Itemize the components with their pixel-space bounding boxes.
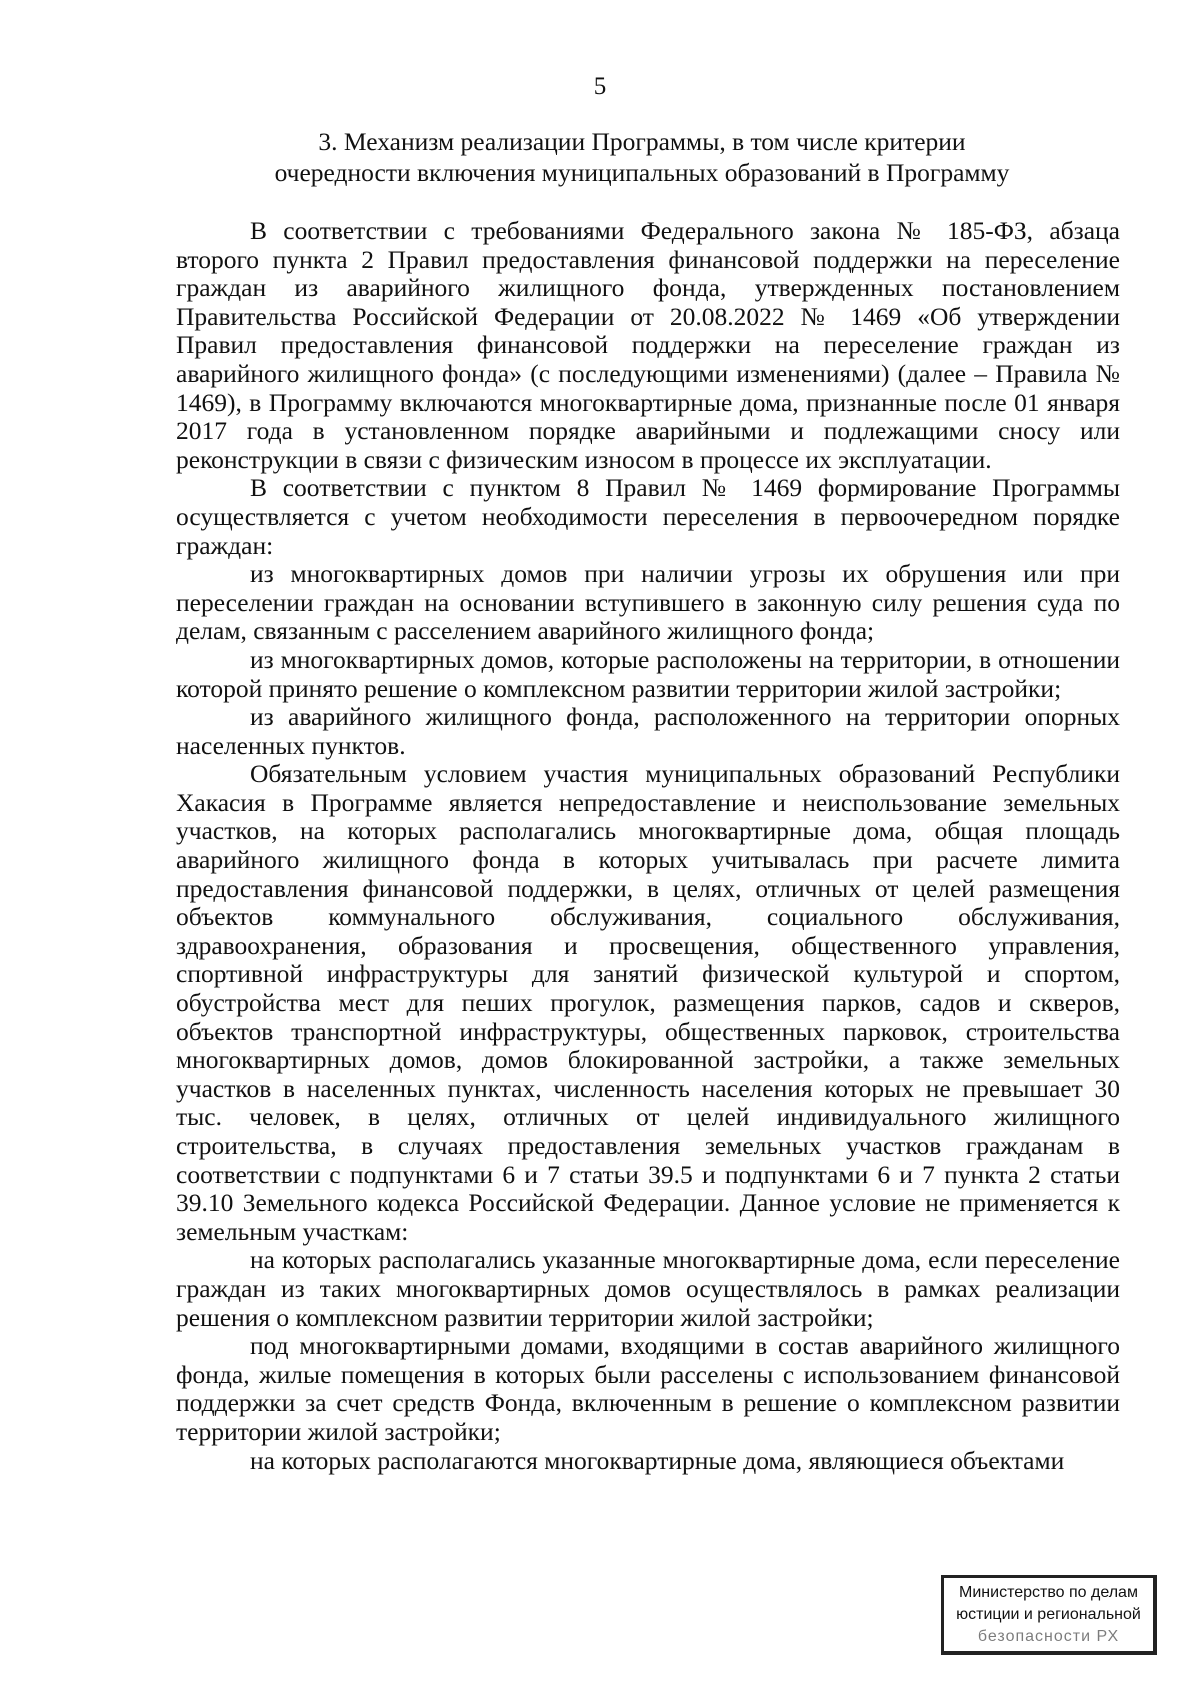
stamp-line-2: юстиции и региональной [956,1606,1141,1623]
document-body [176,217,1120,1475]
stamp-line-3: безопасности РХ [977,1628,1120,1645]
section-heading-line-2: очередности включения муниципальных образований в Программу [274,158,1010,187]
paragraph-4: из многоквартирных домов, которые расположены на территории, в отношении которой принято решение о комплексном развитии территории жилой застройки; [176,644,1120,703]
paragraph-9: на которых располагаются многоквартирные дома, являющиеся объектами [250,1445,1065,1475]
paragraph-5: из аварийного жилищного фонда, расположенного на территории опорных населенных пунктов. [176,702,1120,760]
paragraph-8: под многоквартирными домами, входящими в состав аварийного жилищного фонда, жилые помещения в которых были расселены с использованием финансовой поддержки за счет средств Фонда, включенным в решение о комплексном развитии территории жилой застройки; [176,1331,1120,1446]
paragraph-1: В соответствии с требованиями Федерального закона № 185-ФЗ, абзаца второго пункта 2 Правил предоставления финансовой поддержки на переселение граждан из аварийного жилищного фонда, утвержденных постановлением Правительства Российской Федерации от 20.08.2022 № 1469 «Об утверждении Правил предоставления финансовой поддержки на переселение граждан из аварийного жилищного фонда» (с последующими изменениями) (далее – Правила № 1469), в Программу включаются многоквартирные дома, признанные после 01 января 2017 года в установленном порядке аварийными и подлежащими сносу или реконструкции в связи с физическим износом в процессе их эксплуатации. [176,216,1120,474]
section-heading-line-1: 3. Механизм реализации Программы, в том числе критерии [318,127,966,156]
paragraph-7: на которых располагались указанные многоквартирные дома, если переселение граждан из таких многоквартирных домов осуществлялось в рамках реализации решения о комплексном развитии территории жилой застройки; [176,1245,1120,1332]
page-number: 5 [593,73,607,100]
stamp-line-1: Министерство по делам [959,1584,1138,1601]
ministry-stamp [941,1575,1157,1655]
paragraph-6: Обязательным условием участия муниципальных образований Республики Хакасия в Программе является непредоставление и неиспользование земельных участков, на которых располагались многоквартирные дома, общая площадь аварийного жилищного фонда в которых учитывалась при расчете лимита предоставления финансовой поддержки, в целях, отличных от целей размещения объектов коммунального обслуживания, социального обслуживания, здравоохранения, образования и просвещения, общественного управления, спортивной инфраструктуры для занятий физической культурой и спортом, обустройства мест для пеших прогулок, размещения парков, садов и скверов, объектов транспортной инфраструктуры, общественных парковок, строительства многоквартирных домов, домов блокированной застройки, а также земельных участков в населенных пунктах, численность населения которых не превышает 30 тыс. человек, в целях, отличных от целей индивидуального жилищного строительства, в случаях предоставления земельных участков гражданам в соответствии с подпунктами 6 и 7 статьи 39.5 и подпунктами 6 и 7 пункта 2 статьи 39.10 Земельного кодекса Российской Федерации. Данное условие не применяется к земельным участкам: [176,759,1120,1246]
section-heading [176,126,1108,188]
paragraph-3: из многоквартирных домов при наличии угрозы их обрушения или при переселении граждан на основании вступившего в законную силу решения суда по делам, связанным с расселением аварийного жилищного фонда; [176,559,1120,646]
paragraph-2: В соответствии с пунктом 8 Правил № 1469 формирование Программы осуществляется с учетом необходимости переселения в первоочередном порядке граждан: [176,473,1120,560]
